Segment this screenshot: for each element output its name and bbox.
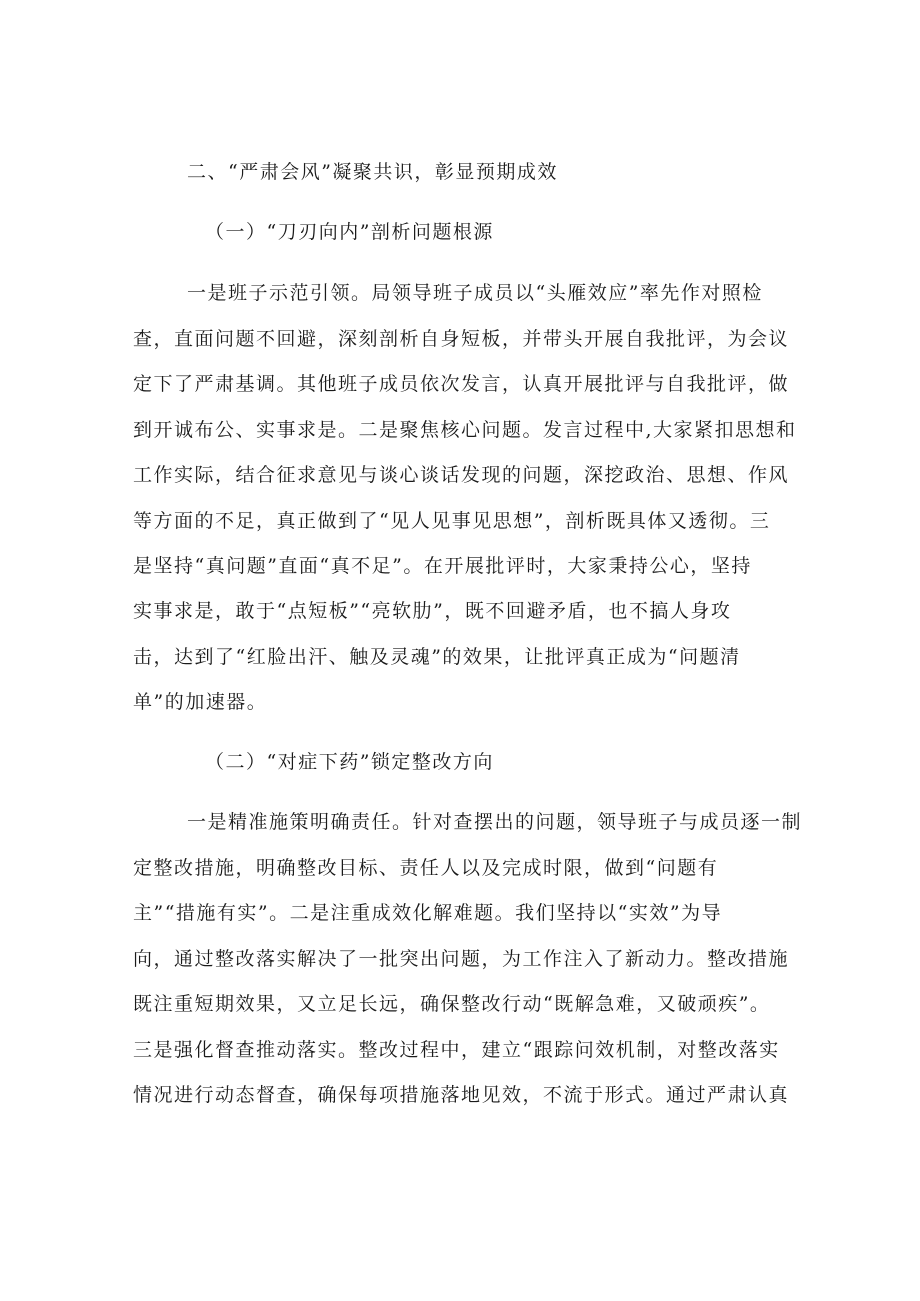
paragraph-line: 定下了严肃基调。其他班子成员依次发言，认真开展批评与自我批评，做 xyxy=(133,373,790,395)
paragraph-line: 实事求是，敢于“点短板”“亮软肋”，既不回避矛盾，也不搞人身攻 xyxy=(133,600,732,622)
paragraph-line: 主”“措施有实”。二是注重成效化解难题。我们坚持以“实效”为导 xyxy=(133,902,723,924)
paragraph-line: 单”的加速器。 xyxy=(133,691,268,713)
paragraph-line: 等方面的不足，真正做到了“见人见事见思想”，剖析既具体又透彻。三 xyxy=(133,510,771,532)
paragraph-line: 三是强化督查推动落实。整改过程中，建立“跟踪问效机制，对整改落实 xyxy=(133,1039,780,1061)
section-heading: 二、“严肃会风”凝聚共识，彰显预期成效 xyxy=(187,161,558,183)
paragraph-line: 一是精准施策明确责任。针对查摆出的问题，领导班子与成员逐一制 xyxy=(187,811,803,833)
paragraph-line: 定整改措施，明确整改目标、责任人以及完成时限，做到“问题有 xyxy=(133,857,719,879)
paragraph-line: 向，通过整改落实解决了一批突出问题，为工作注入了新动力。整改措施 xyxy=(133,948,790,970)
paragraph-line: 情况进行动态督查，确保每项措施落地见效，不流于形式。通过严肃认真 xyxy=(133,1084,790,1106)
paragraph-line: 既注重短期效果，又立足长远，确保整改行动“既解急难，又破顽疾”。 xyxy=(133,993,771,1015)
subsection-2-title: （二）“对症下药”锁定整改方向 xyxy=(205,751,494,773)
paragraph-line: 一是班子示范引领。局领导班子成员以“头雁效应”率先作对照检 xyxy=(187,282,763,304)
paragraph-line: 是坚持“真问题”直面“真不足”。在开展批评时，大家秉持公心，坚持 xyxy=(133,555,752,577)
paragraph-line: 查，直面问题不回避，深刻剖析自身短板，并带头开展自我批评，为会议 xyxy=(133,328,790,350)
paragraph-line: 击，达到了“红脸出汗、触及灵魂”的效果，让批评真正成为“问题清 xyxy=(133,646,741,668)
paragraph-line: 工作实际，结合征求意见与谈心谈话发现的问题，深挖政治、思想、作风 xyxy=(133,464,790,486)
subsection-1-title: （一）“刀刃向内”剖析问题根源 xyxy=(205,221,494,243)
paragraph-line: 到开诚布公、实事求是。二是聚焦核心问题。发言过程中,大家紧扣思想和 xyxy=(133,419,797,441)
